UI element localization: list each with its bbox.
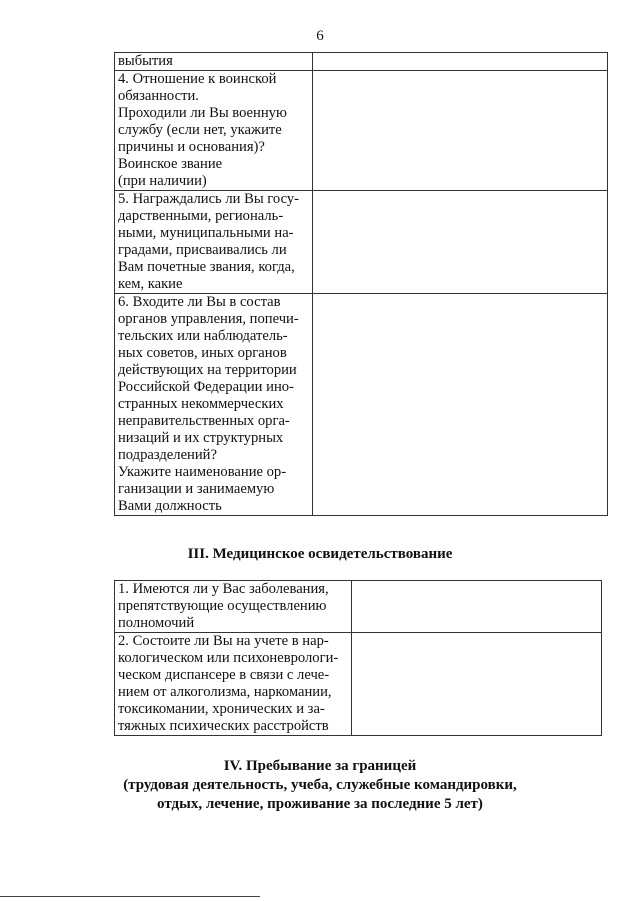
- footnote-divider: [0, 896, 260, 897]
- question-text-line: (при наличии): [118, 173, 207, 189]
- question-text-line: Вам почетные звания, когда,: [118, 259, 295, 275]
- question-text-line: причины и основания)?: [118, 139, 265, 155]
- question-text-line: градами, присваивались ли: [118, 242, 287, 258]
- question-text-line: 2. Состоите ли Вы на учете в нар-: [118, 633, 329, 649]
- answer-cell[interactable]: [352, 581, 602, 633]
- table-row: [115, 633, 602, 736]
- question-text-line: Проходили ли Вы военную: [118, 105, 287, 121]
- table-row: [115, 71, 608, 191]
- question-text-line: неправительственных орга-: [118, 413, 290, 429]
- section-title-abroad-line: отдых, лечение, проживание за последние 5 лет): [157, 796, 483, 812]
- question-text-line: кем, какие: [118, 276, 183, 292]
- question-text-line: нием от алкоголизма, наркомании,: [118, 684, 332, 700]
- question-text-line: 6. Входите ли Вы в состав: [118, 294, 281, 310]
- page-number: 6: [316, 28, 324, 44]
- question-text-line: ческом диспансере в связи с лече-: [118, 667, 330, 683]
- question-cell: [115, 581, 352, 633]
- question-text-line: низаций и их структурных: [118, 430, 284, 446]
- table-row: [115, 53, 608, 71]
- question-text-line: тяжных психических расстройств: [118, 718, 329, 734]
- question-text-line: выбытия: [118, 53, 173, 69]
- question-text-line: 5. Награждались ли Вы госу-: [118, 191, 300, 207]
- question-text-line: дарственными, региональ-: [118, 208, 284, 224]
- question-text-line: Укажите наименование ор-: [118, 464, 287, 480]
- questionnaire-table-medical: [114, 580, 602, 736]
- question-cell: [115, 633, 352, 736]
- question-text-line: токсикомании, хронических и за-: [118, 701, 325, 717]
- question-text-line: Российской Федерации ино-: [118, 379, 294, 395]
- question-text-line: тельских или наблюдатель-: [118, 328, 288, 344]
- section-title-medical: III. Медицинское освидетельствование: [187, 546, 453, 562]
- question-cell: [115, 53, 313, 71]
- answer-cell[interactable]: [313, 53, 608, 71]
- table-row: [115, 294, 608, 516]
- answer-cell[interactable]: [313, 294, 608, 516]
- section-title-abroad-line: (трудовая деятельность, учеба, служебные командировки,: [123, 777, 517, 793]
- answer-cell[interactable]: [352, 633, 602, 736]
- question-cell: [115, 191, 313, 294]
- question-text-line: кологическом или психоневрологи-: [118, 650, 339, 666]
- question-text-line: обязанности.: [118, 88, 199, 104]
- question-text-line: препятствующие осуществлению: [118, 598, 327, 614]
- question-text-line: службу (если нет, укажите: [118, 122, 282, 138]
- section-title-abroad-line: IV. Пребывание за границей: [223, 758, 417, 774]
- table-row: [115, 191, 608, 294]
- table-row: [115, 581, 602, 633]
- questionnaire-table-personal: [114, 52, 608, 516]
- question-text-line: 4. Отношение к воинской: [118, 71, 277, 87]
- question-cell: [115, 294, 313, 516]
- question-text-line: Воинское звание: [118, 156, 223, 172]
- question-text-line: полномочий: [118, 615, 195, 631]
- question-text-line: странных некоммерческих: [118, 396, 284, 412]
- question-text-line: ганизации и занимаемую: [118, 481, 275, 497]
- question-text-line: Вами должность: [118, 498, 222, 514]
- question-text-line: подразделений?: [118, 447, 217, 463]
- question-text-line: действующих на территории: [118, 362, 297, 378]
- answer-cell[interactable]: [313, 191, 608, 294]
- question-cell: [115, 71, 313, 191]
- question-text-line: ных советов, иных органов: [118, 345, 287, 361]
- section-title-abroad: [0, 757, 640, 814]
- question-text-line: органов управления, попечи-: [118, 311, 299, 327]
- question-text-line: ными, муниципальными на-: [118, 225, 294, 241]
- question-text-line: 1. Имеются ли у Вас заболевания,: [118, 581, 329, 597]
- answer-cell[interactable]: [313, 71, 608, 191]
